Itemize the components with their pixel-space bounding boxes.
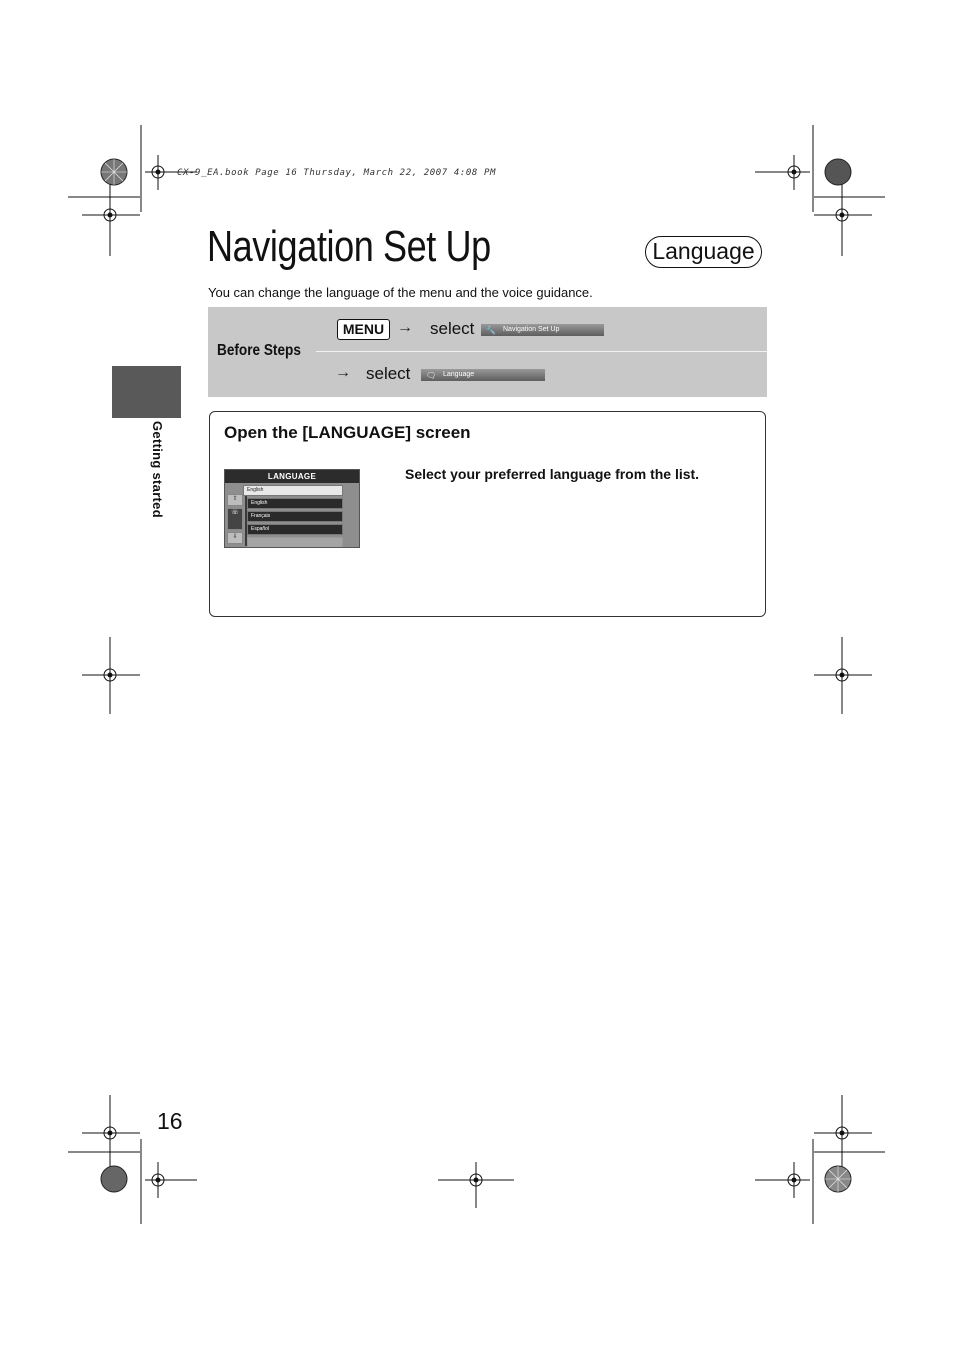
screenshot-header: LANGUAGE <box>225 470 359 483</box>
before-steps-label: Before Steps <box>217 342 301 359</box>
language-screen-screenshot <box>224 469 360 548</box>
voice-icon: ☏ <box>227 508 243 530</box>
navigation-set-up-button-label: Navigation Set Up <box>503 326 560 333</box>
list-item-empty <box>247 537 343 548</box>
print-info-header: CX-9_EA.book Page 16 Thursday, March 22, 2007 4:08 PM <box>177 168 496 178</box>
screenshot-side-buttons <box>227 494 243 546</box>
page-number: 16 <box>157 1108 183 1134</box>
arrow-icon: → <box>397 319 413 336</box>
navigation-set-up-button <box>481 324 604 336</box>
list-item: English <box>247 498 343 509</box>
screenshot-language-list <box>247 485 343 548</box>
list-item: Français <box>247 511 343 522</box>
language-button-label: Language <box>443 371 475 378</box>
select-word: select <box>366 364 411 383</box>
menu-key: MENU <box>337 319 390 340</box>
list-item: Español <box>247 524 343 535</box>
scroll-up-icon: ⇧ <box>227 494 243 506</box>
list-item: English <box>243 485 343 496</box>
arrow-icon: → <box>335 364 351 381</box>
speech-bubble-icon: 🗨 <box>426 371 437 380</box>
section-tag: Language <box>645 236 762 268</box>
before-steps-divider <box>316 351 767 352</box>
side-tab-label: Getting started <box>150 421 165 518</box>
wrench-icon: 🔧 <box>486 326 496 335</box>
step-instruction: Select your preferred language from the list. <box>405 466 700 482</box>
intro-text: You can change the language of the menu and the voice guidance. <box>208 285 593 300</box>
select-word: select <box>430 319 475 338</box>
language-button <box>421 369 545 381</box>
scroll-down-icon: ⇩ <box>227 532 243 544</box>
side-tab-marker <box>112 366 181 418</box>
page-title: Navigation Set Up <box>207 222 491 271</box>
step-section-title: Open the [LANGUAGE] screen <box>224 423 471 442</box>
